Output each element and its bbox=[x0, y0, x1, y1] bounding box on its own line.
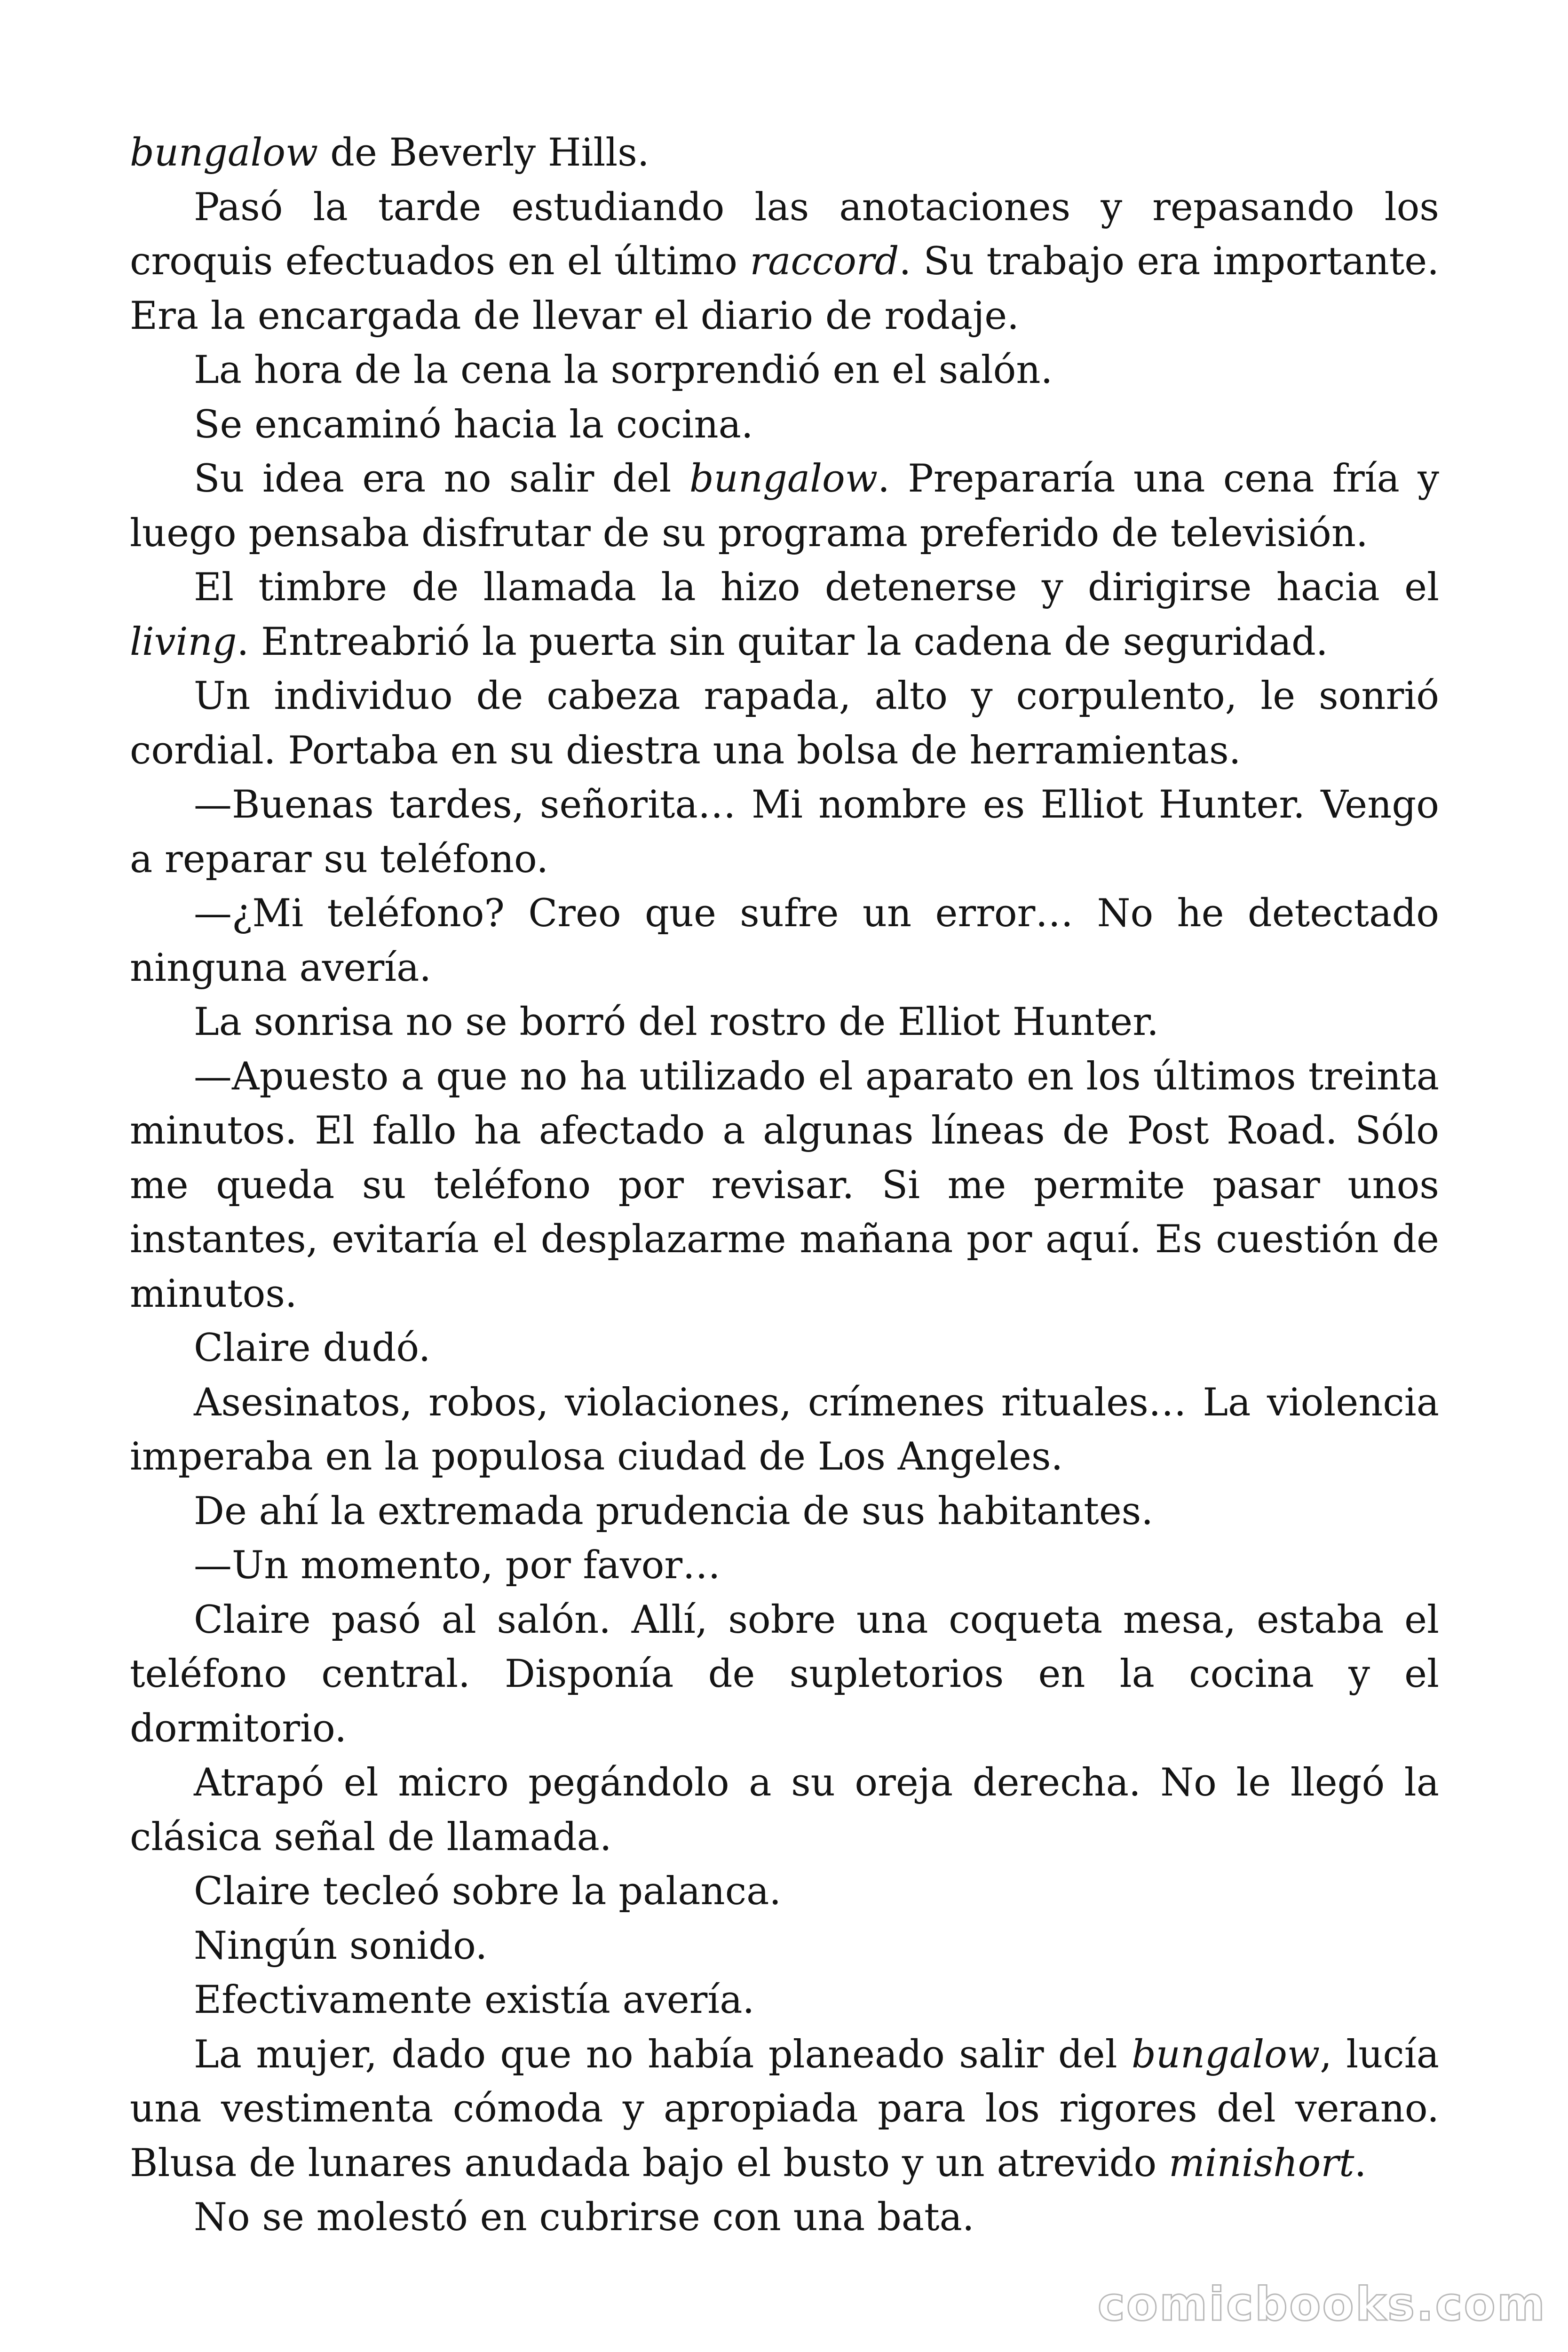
text-run: Su idea era no salir del bbox=[194, 457, 689, 501]
italic-run: bungalow bbox=[689, 457, 878, 501]
text-run: La mujer, dado que no había planeado salir del bbox=[194, 2032, 1132, 2077]
paragraph bbox=[130, 2191, 1439, 2245]
italic-run: living bbox=[130, 620, 237, 664]
watermark-text: comicbooks.com bbox=[1097, 2278, 1546, 2331]
paragraph bbox=[130, 1756, 1439, 1865]
text-run: —¿Mi teléfono? Creo que sufre un error… No he detectado ninguna avería. bbox=[130, 891, 1439, 990]
body-text bbox=[130, 126, 1439, 2245]
paragraph bbox=[130, 1919, 1439, 1974]
text-run: Efectivamente existía avería. bbox=[194, 1978, 755, 2022]
text-run: . Entreabrió la puerta sin quitar la cadena de seguridad. bbox=[237, 620, 1328, 664]
italic-run: bungalow bbox=[1131, 2032, 1320, 2077]
italic-run: raccord bbox=[750, 239, 899, 284]
paragraph bbox=[130, 398, 1439, 453]
text-run: , lucía una vestimenta cómoda y apropiada para los rigores del verano. Blusa de lunares anudada bajo el busto y un atrevido bbox=[130, 2032, 1439, 2185]
text-run: . Prepararía una cena fría y luego pensaba disfrutar de su programa preferido de televisión. bbox=[130, 457, 1440, 556]
text-run: Claire tecleó sobre la palanca. bbox=[194, 1869, 782, 1914]
paragraph bbox=[130, 343, 1439, 398]
text-run: Asesinatos, robos, violaciones, crímenes rituales… La violencia imperaba en la populosa ciudad de Los Angeles. bbox=[130, 1380, 1439, 1479]
text-run: De ahí la extremada prudencia de sus habitantes. bbox=[194, 1489, 1154, 1534]
paragraph bbox=[130, 452, 1439, 561]
paragraph bbox=[130, 126, 1439, 181]
text-run: —Apuesto a que no ha utilizado el aparato en los últimos treinta minutos. El fallo ha afectado a algunas líneas de Post Road. Sólo me queda su teléfono por revisar. Si me permite pasar unos instantes, evitaría el desplazarme mañana por aquí. Es cuestión de minutos. bbox=[130, 1054, 1439, 1316]
italic-run: minishort bbox=[1169, 2141, 1354, 2185]
text-run: —Un momento, por favor… bbox=[194, 1543, 721, 1588]
paragraph bbox=[130, 1865, 1439, 1919]
text-run: . bbox=[1354, 2141, 1367, 2185]
text-run: Un individuo de cabeza rapada, alto y corpulento, le sonrió cordial. Portaba en su diestra una bolsa de herramientas. bbox=[130, 674, 1439, 773]
paragraph bbox=[130, 995, 1439, 1050]
paragraph bbox=[130, 1539, 1439, 1593]
italic-run: bungalow bbox=[130, 131, 318, 175]
paragraph bbox=[130, 1973, 1439, 2028]
paragraph bbox=[130, 778, 1439, 887]
paragraph bbox=[130, 181, 1439, 344]
paragraph bbox=[130, 1321, 1439, 1376]
paragraph bbox=[130, 1485, 1439, 1539]
paragraph bbox=[130, 669, 1439, 778]
text-run: . Su trabajo era importante. Era la encargada de llevar el diario de rodaje. bbox=[130, 239, 1439, 338]
text-run: Claire pasó al salón. Allí, sobre una coqueta mesa, estaba el teléfono central. Disponía de supletorios en la cocina y el dormitorio. bbox=[130, 1597, 1439, 1751]
paragraph bbox=[130, 2028, 1439, 2191]
paragraph bbox=[130, 1050, 1439, 1322]
text-run: Pasó la tarde estudiando las anotaciones y repasando los croquis efectuados en el último bbox=[130, 185, 1439, 284]
text-run: Ningún sonido. bbox=[194, 1923, 488, 1968]
text-run: No se molestó en cubrirse con una bata. bbox=[194, 2195, 974, 2240]
paragraph bbox=[130, 1376, 1439, 1485]
text-run: Claire dudó. bbox=[194, 1326, 431, 1370]
text-run: Se encaminó hacia la cocina. bbox=[194, 402, 753, 447]
paragraph bbox=[130, 1593, 1439, 1756]
paragraph bbox=[130, 561, 1439, 669]
text-run: La hora de la cena la sorprendió en el salón. bbox=[194, 348, 1053, 392]
text-run: La sonrisa no se borró del rostro de Elliot Hunter. bbox=[194, 1000, 1159, 1044]
text-run: de Beverly Hills. bbox=[318, 131, 649, 175]
text-run: —Buenas tardes, señorita… Mi nombre es Elliot Hunter. Vengo a reparar su teléfono. bbox=[130, 783, 1439, 882]
text-run: Atrapó el micro pegándolo a su oreja derecha. No le llegó la clásica señal de llamada. bbox=[130, 1761, 1439, 1859]
text-run: El timbre de llamada la hizo detenerse y dirigirse hacia el bbox=[194, 565, 1439, 610]
paragraph bbox=[130, 887, 1439, 995]
